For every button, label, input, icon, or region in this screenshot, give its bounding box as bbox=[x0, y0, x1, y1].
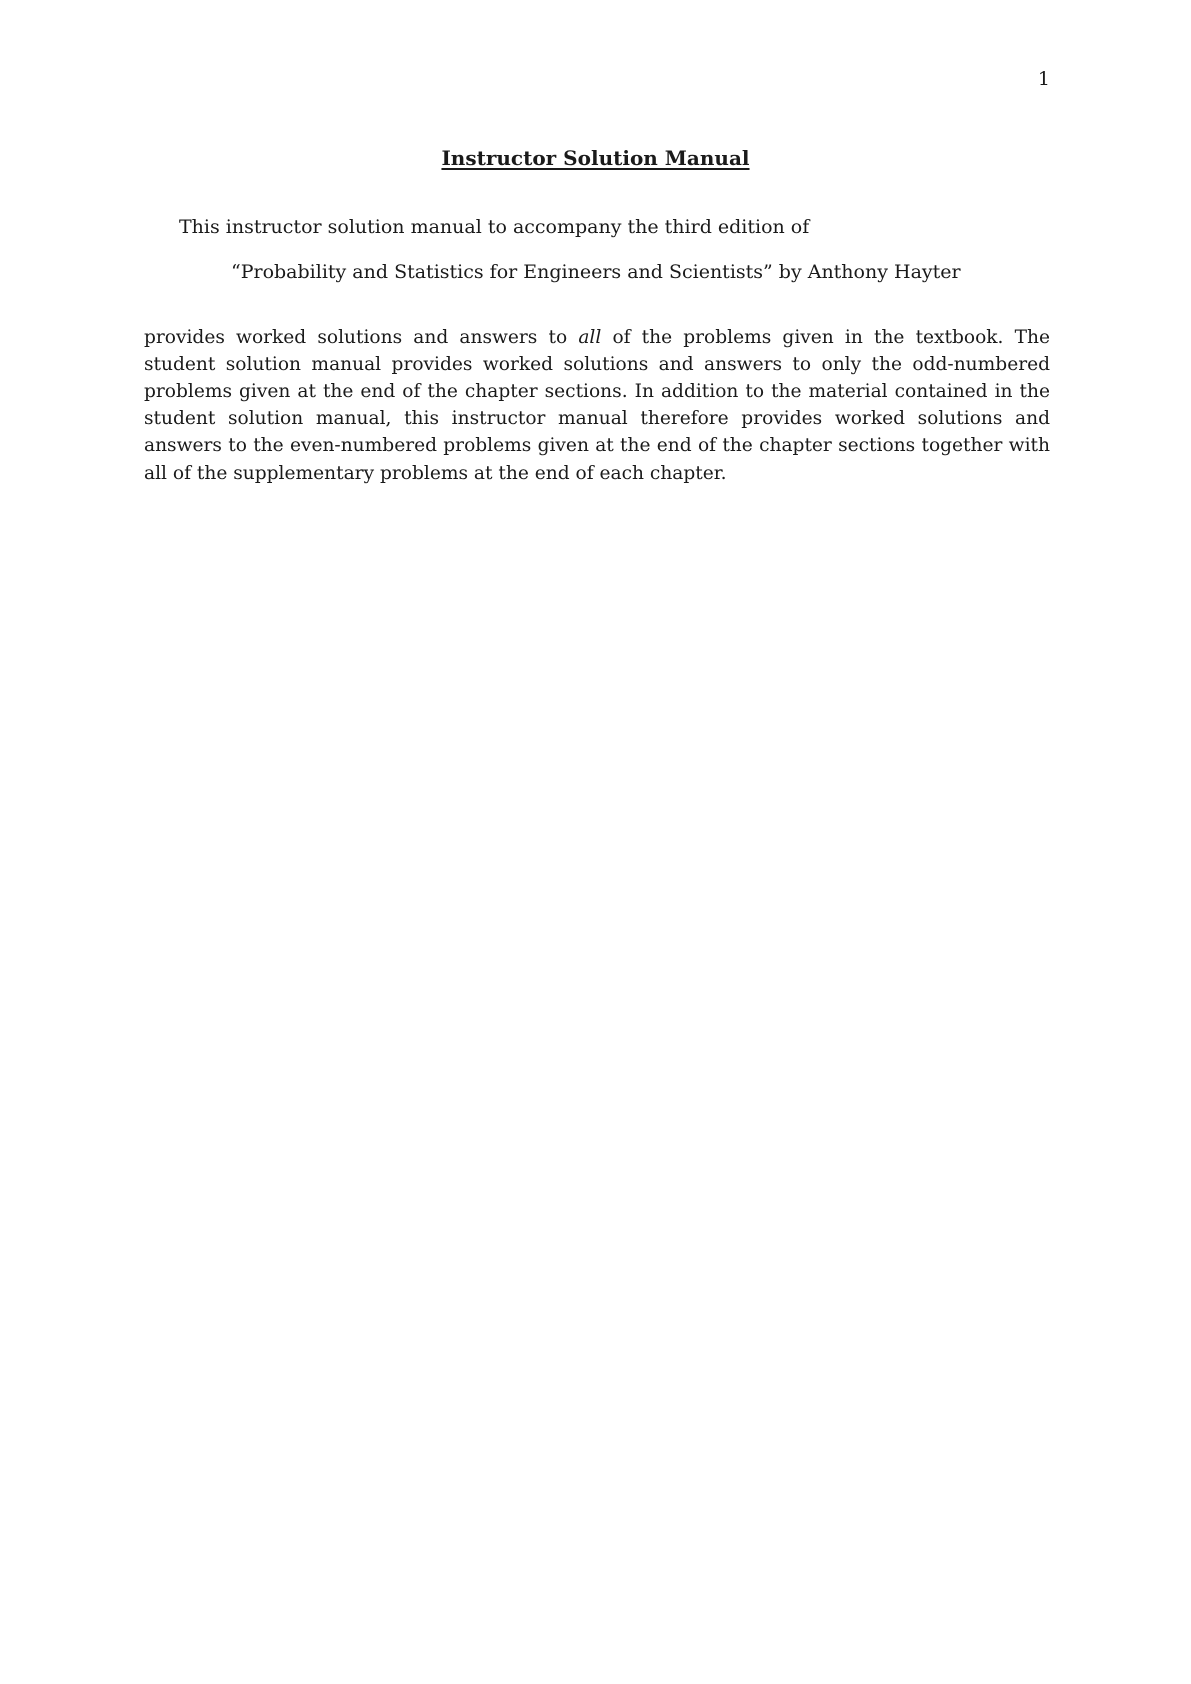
emphasis-all: all bbox=[578, 326, 602, 348]
body-paragraph bbox=[144, 324, 1050, 487]
book-citation: “Probability and Statistics for Engineers and Scientists” by Anthony Hayter bbox=[231, 261, 961, 283]
page-number: 1 bbox=[1037, 68, 1050, 90]
paragraph-text-end: of the problems given in the textbook. The student solution manual provides worked solutions and answers to only the odd-numbered problems given at the end of the chapter sections. In addition to the material contained in the student solution manual, this instructor manual therefore provides worked solutions and answers to the even-numbered problems given at the end of the chapter sections together with all of the supplementary problems at the end of each chapter. bbox=[144, 326, 1051, 484]
intro-line: This instructor solution manual to accompany the third edition of bbox=[179, 216, 810, 238]
page-title: Instructor Solution Manual bbox=[441, 146, 750, 170]
paragraph-text-start: provides worked solutions and answers to bbox=[144, 326, 579, 348]
